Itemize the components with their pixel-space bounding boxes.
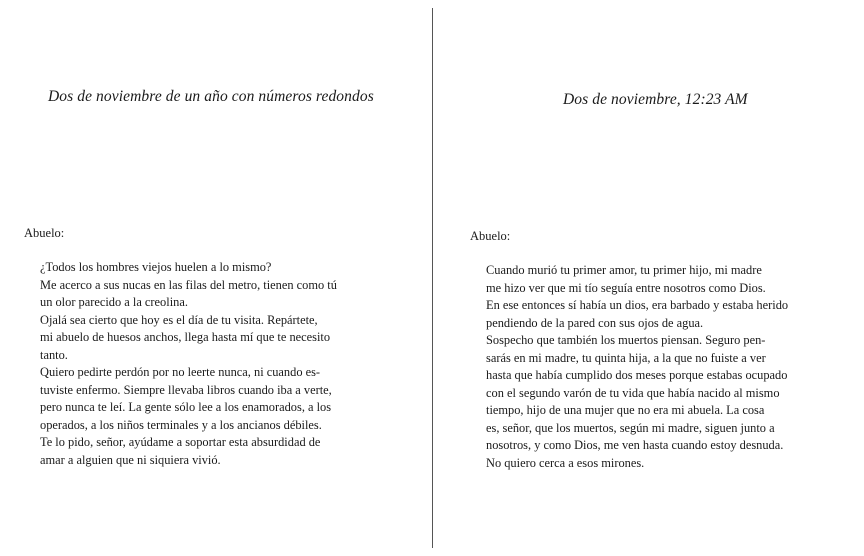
text-line: ¿Todos los hombres viejos huelen a lo mismo? <box>40 260 272 274</box>
text-line: Quiero pedirte perdón por no leerte nunca, ni cuando es- <box>40 365 321 379</box>
left-page-salutation: Abuelo: <box>24 226 65 240</box>
text-line: Me acerco a sus nucas en las filas del metro, tienen como tú <box>40 277 337 292</box>
text-line: hasta que había cumplido dos meses porque estabas ocupado <box>486 368 788 382</box>
text-line: operados, a los niños terminales y a los ancianos débiles. <box>40 417 322 432</box>
right-page-salutation: Abuelo: <box>470 229 511 243</box>
text-line: con el segundo varón de tu vida que había nacido al mismo <box>486 385 780 400</box>
text-line: Cuando murió tu primer amor, tu primer hijo, mi madre <box>486 263 762 277</box>
text-line: Te lo pido, señor, ayúdame a soportar esta absurdidad de <box>40 435 321 449</box>
text-line: sarás en mi madre, tu quinta hija, a la que no fuiste a ver <box>486 350 766 365</box>
left-page-body <box>40 259 391 469</box>
text-line: tanto. <box>40 347 68 362</box>
page-divider <box>432 8 433 548</box>
text-line: amar a alguien que ni siquiera vivió. <box>40 452 221 467</box>
text-line: tuviste enfermo. Siempre llevaba libros cuando iba a verte, <box>40 382 332 397</box>
right-page <box>434 0 864 556</box>
text-line: mi abuelo de huesos anchos, llega hasta mí que te necesito <box>40 330 331 344</box>
left-page-title: Dos de noviembre de un año con números redondos <box>48 88 374 105</box>
text-line: Sospecho que también los muertos piensan. Seguro pen- <box>486 333 766 347</box>
right-page-body <box>486 262 839 472</box>
text-line: pendiendo de la pared con sus ojos de agua. <box>486 315 704 330</box>
text-line: No quiero cerca a esos mirones. <box>486 455 645 470</box>
text-line: tiempo, hijo de una mujer que no era mi abuela. La cosa <box>486 403 765 417</box>
text-line: un olor parecido a la creolina. <box>40 295 188 309</box>
text-line: es, señor, que los muertos, según mi madre, siguen junto a <box>486 420 775 435</box>
text-line: En ese entonces sí había un dios, era barbado y estaba herido <box>486 298 789 312</box>
text-line: Ojalá sea cierto que hoy es el día de tu visita. Repártete, <box>40 312 318 327</box>
text-line: pero nunca te leí. La gente sólo lee a los enamorados, a los <box>40 400 332 414</box>
text-line: me hizo ver que mi tío seguía entre nosotros como Dios. <box>486 280 766 295</box>
right-page-title: Dos de noviembre, 12:23 AM <box>563 91 748 108</box>
text-line: nosotros, y como Dios, me ven hasta cuando estoy desnuda. <box>486 438 784 452</box>
